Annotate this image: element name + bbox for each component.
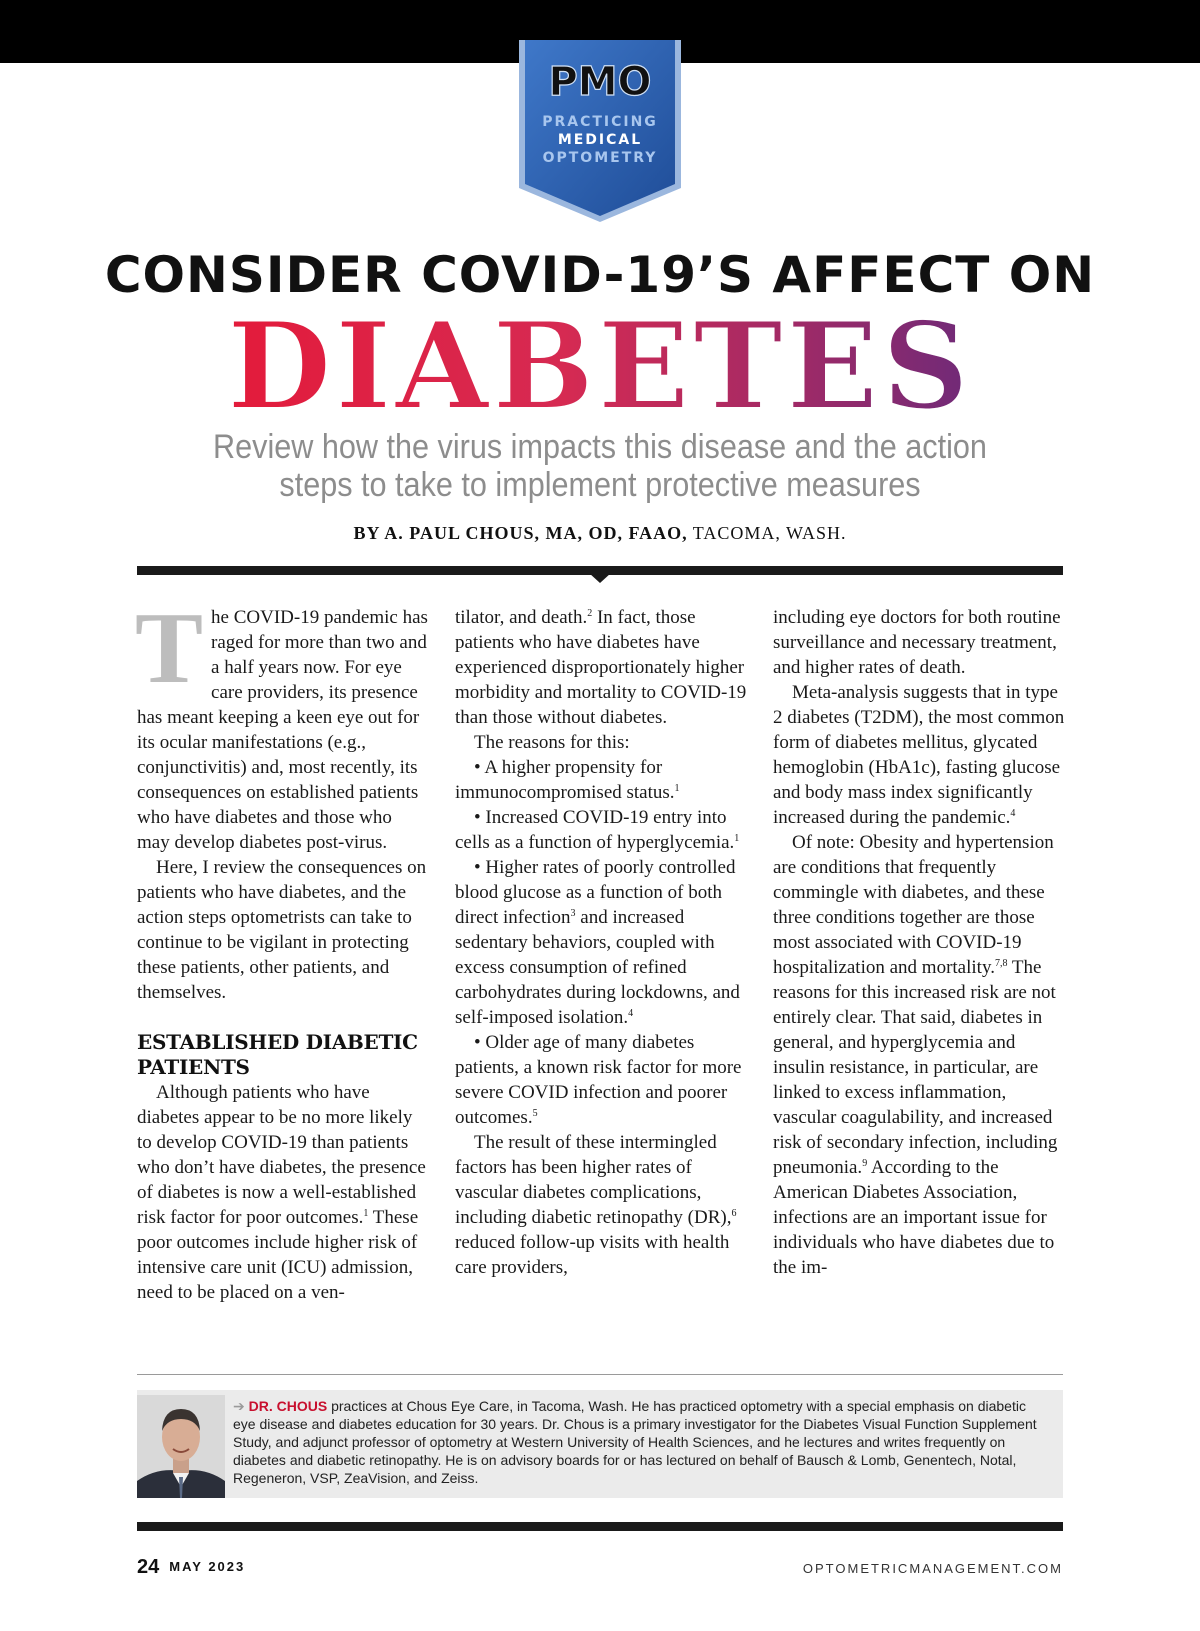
drop-cap: T <box>135 592 204 705</box>
svg-text:DIABETES: DIABETES <box>227 300 973 425</box>
issue-date: MAY 2023 <box>169 1559 246 1574</box>
reference-marker: 9 <box>862 1158 868 1169</box>
body-paragraph: including eye doctors for both routine surveillance and necessary treatment, and higher rates of death. <box>773 607 1061 678</box>
body-column-2 <box>455 605 747 1280</box>
reference-marker: 4 <box>1010 808 1016 819</box>
author-bio-box <box>137 1390 1063 1498</box>
byline-author: BY A. PAUL CHOUS, MA, OD, FAAO, <box>353 523 688 543</box>
page-number: 24 <box>137 1556 160 1578</box>
reference-marker: 1 <box>363 1208 369 1219</box>
bullet-item: • A higher propensity for immunocompromised status.$^1$ <box>455 757 680 803</box>
headline-diabetes <box>0 300 1200 425</box>
bio-text: ➔ DR. CHOUS practices at Chous Eye Care, in Tacoma, Wash. He has practiced optometry with a special emphasis on diabetic eye disease and diabetes education for 30 years. Dr. Chous is a primary investigator for the Diabetes Visual Function Supplement Study, and adjunct professor of optometry at Western University of Health Sciences, and he lectures and writes frequently on diabetes and diabetic retinopathy. He is on advisory boards for or has lectured on behalf of Bausch & Lomb, Genentech, Notal, Regeneron, VSP, ZeaVision, and Zeiss. <box>233 1398 1037 1486</box>
bullet-item: • Older age of many diabetes patients, a known risk factor for more severe COVID infection and poorer outcomes.$^5$ <box>455 1032 742 1128</box>
reference-marker: 7,8 <box>994 958 1008 969</box>
body-paragraph: Although patients who have diabetes appear to be no more likely to develop COVID-19 than patients who don’t have diabetes, the presence of diabetes is now a well-established risk factor for poor outcomes.$^1$ These poor outcomes include higher risk of intensive care unit (ICU) admission, need to be placed on a ven- <box>137 1082 426 1303</box>
bullet-item: • Increased COVID-19 entry into cells as a function of hyperglycemia.$^1$ <box>455 807 740 853</box>
bottom-rule <box>137 1522 1063 1531</box>
rule-notch <box>589 573 611 583</box>
website-url[interactable]: OPTOMETRICMANAGEMENT.COM <box>802 1561 1063 1576</box>
reference-marker: 6 <box>731 1208 737 1219</box>
body-paragraph: The reasons for this: <box>474 732 630 753</box>
pmo-badge-logo <box>515 40 685 225</box>
arrow-icon: ➔ <box>233 1398 245 1414</box>
badge-abbr: PMO <box>548 59 652 105</box>
bullet-item: • Higher rates of poorly controlled blood glucose as a function of both direct infection$^3$ and increased sedentary behaviors, coupled with excess consumption of refined carbohydrates during lockdowns, and self-imposed isolation.$^4$ <box>455 857 740 1028</box>
reference-marker: 1 <box>734 833 740 844</box>
section-subhead: ESTABLISHED DIABETIC PATIENTS <box>137 1030 418 1079</box>
reference-marker: 2 <box>587 608 593 619</box>
article-dek: Review how the virus impacts this disease and the action steps to take to implement protective measures <box>213 428 987 504</box>
reference-marker: 5 <box>532 1108 538 1119</box>
body-column-3 <box>773 605 1065 1280</box>
body-paragraph: The COVID-19 pandemic has raged for more than two and a half years now. For eye care providers, its presence has meant keeping a keen eye out for its ocular manifestations (e.g., conjunctivitis) and, most recently, its consequences on established patients who have diabetes and those who may develop diabetes post-virus. <box>135 592 428 853</box>
author-photo <box>137 1395 225 1498</box>
byline <box>0 523 1200 544</box>
reference-marker: 1 <box>674 783 680 794</box>
byline-location: TACOMA, WASH. <box>692 523 847 543</box>
body-paragraph: Here, I review the consequences on patients who have diabetes, and the action steps optometrists can take to continue to be vigilant in protecting these patients, other patients, and themselves. <box>137 857 427 1003</box>
badge-line-2: MEDICAL <box>557 132 643 148</box>
body-column-1 <box>135 592 429 1305</box>
body-paragraph: Of note: Obesity and hypertension are conditions that frequently commingle with diabetes, and these three conditions together are those most associated with COVID-19 hospitalization and mortality.$^{7,8}$ The reasons for this increased risk are not entirely clear. That said, diabetes in general, and hyperglycemia and insulin resistance, in particular, are linked to excess inflammation, vascular coagulability, and increased risk of secondary infection, including pneumonia.$^9$ According to the American Diabetes Association, infections are an important issue for individuals who have diabetes due to the im- <box>773 832 1058 1278</box>
bio-name: DR. CHOUS <box>248 1398 328 1414</box>
reference-marker: 3 <box>570 908 576 919</box>
bio-separator <box>137 1374 1063 1375</box>
badge-line-3: OPTOMETRY <box>542 150 658 166</box>
headline-line-1: CONSIDER COVID-19’S AFFECT ON <box>104 246 1096 304</box>
reference-marker: 4 <box>628 1008 634 1019</box>
body-paragraph: Meta-analysis suggests that in type 2 diabetes (T2DM), the most common form of diabetes mellitus, glycated hemoglobin (HbA1c), fasting glucose and body mass index significantly increased during the pandemic.$^4$ <box>773 682 1065 828</box>
page-folio <box>137 1556 245 1579</box>
body-paragraph: tilator, and death.$^2$ In fact, those patients who have diabetes have experienced disproportionately higher morbidity and mortality to COVID-19 than those without diabetes. <box>455 607 747 728</box>
badge-line-1: PRACTICING <box>542 114 658 130</box>
body-paragraph: The result of these intermingled factors has been higher rates of vascular diabetes complications, including diabetic retinopathy (DR),$^6$ reduced follow-up visits with health care providers, <box>455 1132 737 1278</box>
